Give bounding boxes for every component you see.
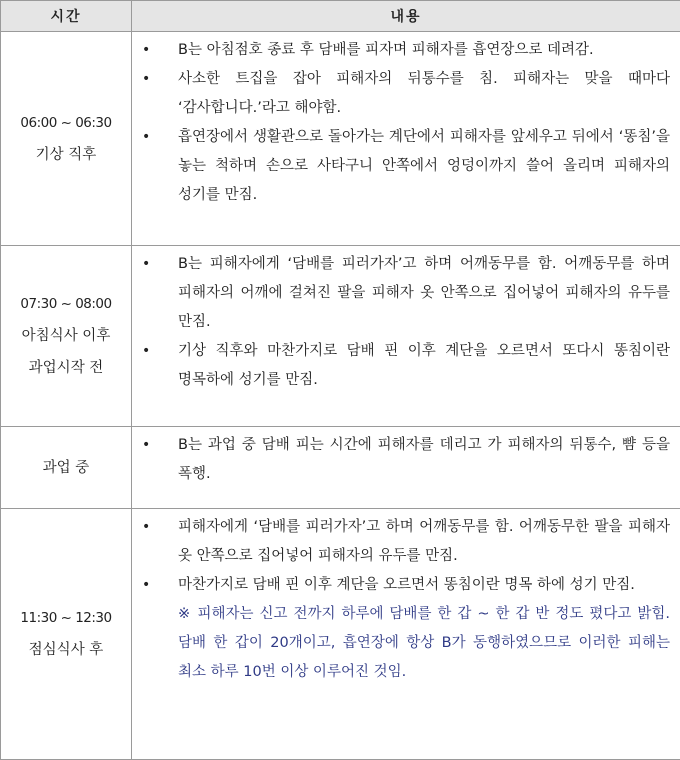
time-cell bbox=[1, 32, 132, 246]
header-time: 시간 bbox=[1, 1, 132, 32]
table-row bbox=[1, 509, 680, 760]
bullet-list bbox=[136, 36, 670, 210]
bullet-text: 피해자에게 ‘담배를 피러가자’고 하며 어깨동무를 함. 어깨동무한 팔을 피해자 옷 안쪽으로 집어넣어 피해자의 유두를 만짐. bbox=[178, 519, 670, 564]
bullet-list bbox=[136, 250, 670, 395]
header-content: 내용 bbox=[132, 1, 680, 32]
time-range: 07:30 ~ 08:00 bbox=[1, 288, 131, 320]
list-item bbox=[136, 65, 670, 123]
bullet-icon: • bbox=[142, 571, 150, 600]
list-item bbox=[136, 431, 670, 489]
bullet-list bbox=[136, 431, 670, 489]
time-label: 아침식사 이후 bbox=[1, 320, 131, 352]
content-cell bbox=[132, 509, 680, 760]
bullet-list bbox=[136, 513, 670, 600]
list-item bbox=[136, 513, 670, 571]
list-item bbox=[136, 123, 670, 210]
content-cell bbox=[132, 427, 680, 509]
bullet-text: 마찬가지로 담배 핀 이후 계단을 오르면서 똥침이란 명목 하에 성기 만짐. bbox=[178, 577, 635, 593]
bullet-icon: • bbox=[142, 513, 150, 542]
header-row bbox=[1, 1, 680, 32]
content-cell bbox=[132, 246, 680, 427]
list-item bbox=[136, 36, 670, 65]
bullet-icon: • bbox=[142, 337, 150, 366]
time-label: 과업 중 bbox=[1, 452, 131, 484]
bullet-text: 흡연장에서 생활관으로 돌아가는 계단에서 피해자를 앞세우고 뒤에서 ‘똥침’을 놓는 척하며 손으로 사타구니 안쪽에서 엉덩이까지 쓸어 올리며 피해자의 성기를 만짐. bbox=[178, 129, 670, 203]
bullet-text: 기상 직후와 마찬가지로 담배 핀 이후 계단을 오르면서 또다시 똥침이란 명목하에 성기를 만짐. bbox=[178, 343, 670, 388]
table-row bbox=[1, 246, 680, 427]
time-range: 11:30 ~ 12:30 bbox=[1, 602, 131, 634]
time-label: 기상 직후 bbox=[1, 139, 131, 171]
list-item bbox=[136, 337, 670, 395]
content-cell bbox=[132, 32, 680, 246]
bullet-text: B는 아침점호 종료 후 담배를 피자며 피해자를 흡연장으로 데려감. bbox=[178, 42, 594, 58]
time-cell bbox=[1, 509, 132, 760]
bullet-icon: • bbox=[142, 65, 150, 94]
bullet-text: 사소한 트집을 잡아 피해자의 뒤통수를 침. 피해자는 맞을 때마다 ‘감사합니다.’라고 해야함. bbox=[178, 71, 670, 116]
time-cell bbox=[1, 246, 132, 427]
list-item bbox=[136, 250, 670, 337]
bullet-icon: • bbox=[142, 123, 150, 152]
bullet-icon: • bbox=[142, 431, 150, 460]
time-label: 과업시작 전 bbox=[1, 352, 131, 384]
table-header bbox=[1, 1, 680, 32]
time-label: 점심식사 후 bbox=[1, 634, 131, 666]
bullet-text: B는 과업 중 담배 피는 시간에 피해자를 데리고 가 피해자의 뒤통수, 뺨 등을 폭행. bbox=[178, 437, 670, 482]
table-row bbox=[1, 32, 680, 246]
note-text: ※ 피해자는 신고 전까지 하루에 담배를 한 갑 ~ 한 갑 반 정도 폈다고 밝힘. 담배 한 갑이 20개이고, 흡연장에 항상 B가 동행하였으므로 이러한 피해는 최소 하루 10번 이상 이루어진 것임. bbox=[136, 600, 670, 687]
bullet-icon: • bbox=[142, 250, 150, 279]
table-row bbox=[1, 427, 680, 509]
list-item bbox=[136, 571, 670, 600]
bullet-text: B는 피해자에게 ‘담배를 피러가자’고 하며 어깨동무를 함. 어깨동무를 하며 피해자의 어깨에 걸쳐진 팔을 피해자 옷 안쪽으로 집어넣어 피해자의 유두를 만짐. bbox=[178, 256, 670, 330]
time-range: 06:00 ~ 06:30 bbox=[1, 107, 131, 139]
time-cell bbox=[1, 427, 132, 509]
bullet-icon: • bbox=[142, 36, 150, 65]
